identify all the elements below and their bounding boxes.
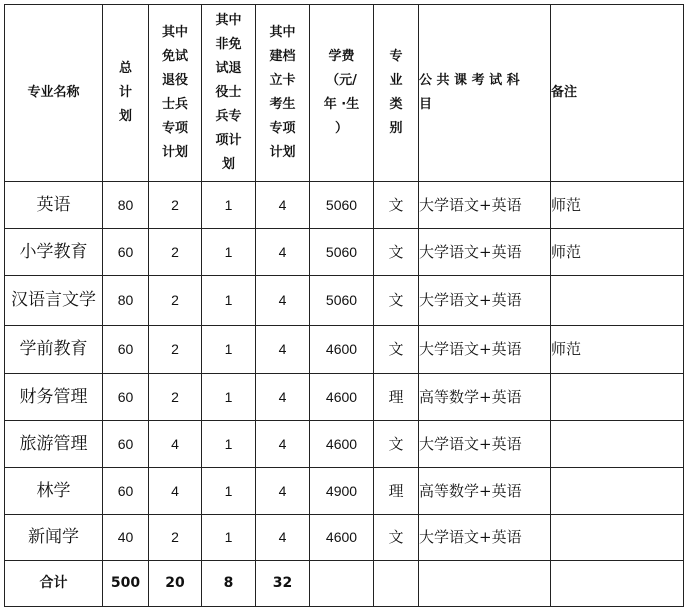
major-category-cell: 文 (374, 229, 419, 276)
poverty-plan-sum: 32 (256, 561, 310, 607)
header-line: 立卡 (269, 73, 296, 88)
table-row (5, 421, 684, 468)
header-line: （元/ (326, 73, 357, 88)
remarks-cell (551, 276, 684, 326)
major-category-cell: 理 (374, 374, 419, 421)
major-category-cell: 文 (374, 182, 419, 229)
header-remarks: 备注 (551, 5, 684, 182)
tuition-fee-cell: 4600 (310, 421, 374, 468)
poverty-plan-cell: 4 (256, 468, 310, 515)
total-plan-cell: 60 (103, 468, 149, 515)
major-name-cell: 新闻学 (5, 515, 103, 561)
header-line: 学费 (328, 49, 355, 64)
poverty-plan-cell: 4 (256, 276, 310, 326)
total-fee-empty (310, 561, 374, 607)
tuition-fee-cell: 4600 (310, 374, 374, 421)
table-row (5, 326, 684, 374)
total-plan-cell: 60 (103, 326, 149, 374)
remarks-cell (551, 374, 684, 421)
remarks-cell (551, 515, 684, 561)
non-exempt-plan-cell: 1 (202, 421, 256, 468)
non-exempt-plan-cell: 1 (202, 182, 256, 229)
poverty-plan-cell: 4 (256, 182, 310, 229)
header-total-plan (103, 5, 149, 182)
exempt-plan-sum: 20 (149, 561, 202, 607)
non-exempt-plan-sum: 8 (202, 561, 256, 607)
non-exempt-plan-cell: 1 (202, 374, 256, 421)
non-exempt-plan-cell: 1 (202, 229, 256, 276)
enrollment-plan-table (4, 4, 684, 607)
header-line: 业 (389, 73, 403, 88)
header-poverty-registered-plan (256, 5, 310, 182)
total-plan-sum: 500 (103, 561, 149, 607)
tuition-fee-cell: 5060 (310, 276, 374, 326)
header-major-name: 专业名称 (5, 5, 103, 182)
header-line: 专项 (161, 121, 188, 136)
total-exam-empty (419, 561, 551, 607)
header-line: 退役 (161, 73, 188, 88)
header-line: 计 (118, 85, 132, 100)
total-note-empty (551, 561, 684, 607)
header-line: 划 (221, 157, 235, 172)
total-plan-cell: 60 (103, 229, 149, 276)
table-row (5, 182, 684, 229)
exam-subjects-cell: 高等数学+英语 (419, 468, 551, 515)
header-veteran-non-exempt-plan (202, 5, 256, 182)
major-name-cell: 英语 (5, 182, 103, 229)
header-line: 兵专 (215, 109, 242, 124)
total-plan-cell: 40 (103, 515, 149, 561)
header-public-exam-subjects (419, 5, 551, 182)
non-exempt-plan-cell: 1 (202, 515, 256, 561)
header-line: 专 (389, 49, 403, 64)
total-category-empty (374, 561, 419, 607)
header-line: ） (334, 121, 348, 136)
major-name-cell: 小学教育 (5, 229, 103, 276)
tuition-fee-cell: 4600 (310, 326, 374, 374)
non-exempt-plan-cell: 1 (202, 276, 256, 326)
total-plan-cell: 80 (103, 182, 149, 229)
header-line: 项计 (215, 133, 242, 148)
exempt-plan-cell: 2 (149, 326, 202, 374)
exempt-plan-cell: 2 (149, 229, 202, 276)
exempt-plan-cell: 2 (149, 182, 202, 229)
header-line: 总 (118, 61, 132, 76)
tuition-fee-cell: 4900 (310, 468, 374, 515)
table-row (5, 229, 684, 276)
exam-subjects-cell: 大学语文+英语 (419, 326, 551, 374)
header-line: 年 ·生 (323, 97, 360, 112)
exam-subjects-cell: 高等数学+英语 (419, 374, 551, 421)
remarks-cell (551, 468, 684, 515)
header-line: 类 (389, 97, 403, 112)
total-plan-cell: 60 (103, 374, 149, 421)
total-plan-cell: 60 (103, 421, 149, 468)
header-line: 公 共 课 考 试 科 (419, 73, 520, 88)
remarks-cell: 师范 (551, 229, 684, 276)
poverty-plan-cell: 4 (256, 229, 310, 276)
poverty-plan-cell: 4 (256, 326, 310, 374)
header-line: 别 (389, 121, 403, 136)
header-line: 其中 (269, 25, 296, 40)
major-name-cell: 汉语言文学 (5, 276, 103, 326)
exempt-plan-cell: 2 (149, 276, 202, 326)
tuition-fee-cell: 4600 (310, 515, 374, 561)
major-category-cell: 文 (374, 421, 419, 468)
header-line: 计划 (269, 145, 296, 160)
major-category-cell: 文 (374, 276, 419, 326)
exempt-plan-cell: 2 (149, 515, 202, 561)
exempt-plan-cell: 4 (149, 421, 202, 468)
table-row (5, 468, 684, 515)
tuition-fee-cell: 5060 (310, 182, 374, 229)
header-line: 其中 (215, 13, 242, 28)
header-line: 非免 (215, 37, 242, 52)
header-line: 建档 (269, 49, 296, 64)
major-name-cell: 财务管理 (5, 374, 103, 421)
header-line: 目 (419, 97, 433, 112)
exempt-plan-cell: 2 (149, 374, 202, 421)
header-line: 专项 (269, 121, 296, 136)
total-label: 合计 (5, 561, 103, 607)
table-row (5, 276, 684, 326)
major-name-cell: 林学 (5, 468, 103, 515)
exam-subjects-cell: 大学语文+英语 (419, 276, 551, 326)
exam-subjects-cell: 大学语文+英语 (419, 421, 551, 468)
non-exempt-plan-cell: 1 (202, 468, 256, 515)
header-line: 士兵 (161, 97, 188, 112)
header-line: 划 (118, 109, 132, 124)
exempt-plan-cell: 4 (149, 468, 202, 515)
header-line: 考生 (269, 97, 296, 112)
header-line: 其中 (161, 25, 188, 40)
header-tuition-fee (310, 5, 374, 182)
poverty-plan-cell: 4 (256, 421, 310, 468)
major-name-cell: 旅游管理 (5, 421, 103, 468)
header-line: 计划 (161, 145, 188, 160)
major-category-cell: 文 (374, 515, 419, 561)
non-exempt-plan-cell: 1 (202, 326, 256, 374)
remarks-cell: 师范 (551, 326, 684, 374)
remarks-cell: 师范 (551, 182, 684, 229)
total-row (5, 561, 684, 607)
poverty-plan-cell: 4 (256, 515, 310, 561)
major-name-cell: 学前教育 (5, 326, 103, 374)
exam-subjects-cell: 大学语文+英语 (419, 229, 551, 276)
remarks-cell (551, 421, 684, 468)
major-category-cell: 理 (374, 468, 419, 515)
tuition-fee-cell: 5060 (310, 229, 374, 276)
table-row (5, 374, 684, 421)
header-row (5, 5, 684, 182)
table-row (5, 515, 684, 561)
major-category-cell: 文 (374, 326, 419, 374)
total-plan-cell: 80 (103, 276, 149, 326)
header-major-category (374, 5, 419, 182)
poverty-plan-cell: 4 (256, 374, 310, 421)
header-line: 免试 (161, 49, 188, 64)
header-line: 试退 (215, 61, 242, 76)
exam-subjects-cell: 大学语文+英语 (419, 515, 551, 561)
header-line: 役士 (215, 85, 242, 100)
header-veteran-exempt-plan (149, 5, 202, 182)
exam-subjects-cell: 大学语文+英语 (419, 182, 551, 229)
